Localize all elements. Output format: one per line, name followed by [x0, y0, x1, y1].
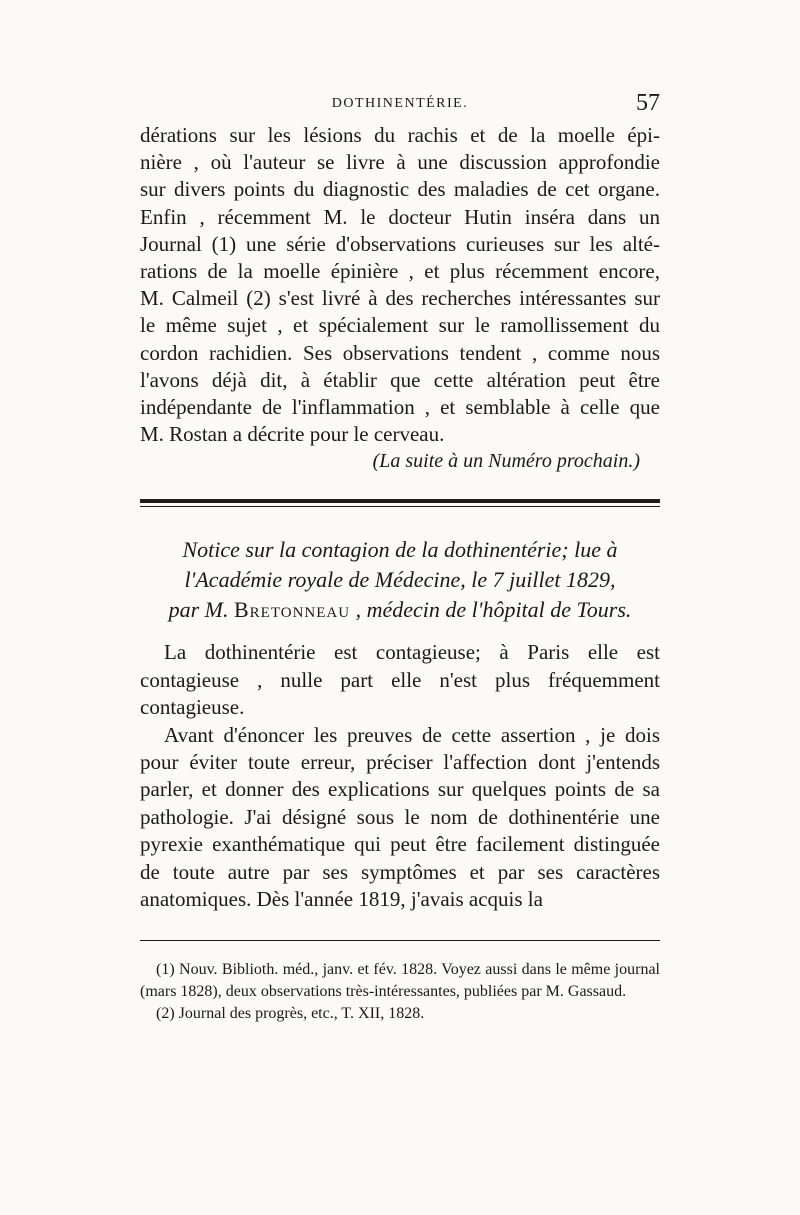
- paragraph: Avant d'énoncer les preuves de cette assertion , je dois pour éviter toute erreur, préciser l'affection dont j'entends parler, et donner des explications sur quelques points de sa pathologie. J'ai désigné sous le nom de dothinentérie une pyrexie exanthématique qui peut être facilement distinguée de toute autre par ses symptômes et par ses caractères anatomiques. Dès l'année 1819, j'avais acquis la: [140, 722, 660, 912]
- text-line: le même sujet , et spécialement sur le ramollissement du: [140, 313, 660, 338]
- text-line: Journal (1) une série d'observations curieuses sur les alté-: [140, 231, 660, 256]
- text-line: nière , où l'auteur se livre à une discussion approfondie: [140, 150, 660, 175]
- notice-body: [140, 639, 660, 913]
- notice-title-prefix: par M.: [168, 597, 229, 623]
- book-page: [140, 92, 660, 1025]
- running-head: [140, 92, 660, 122]
- text-line: M. Calmeil (2) s'est livré à des recherches intéressantes sur: [140, 286, 660, 311]
- divider-thin-line: [140, 506, 660, 507]
- text-line: M. Rostan a décrite pour le cerveau.: [140, 422, 445, 447]
- notice-title-line: Notice sur la contagion de la dothinentérie; lue à: [182, 537, 618, 563]
- footnote-rule: [140, 940, 660, 941]
- continuation-text: [140, 122, 660, 448]
- footnotes: [140, 959, 660, 1025]
- to-be-continued-note: (La suite à un Numéro prochain.): [372, 450, 640, 473]
- notice-title-line: l'Académie royale de Médecine, le 7 juillet 1829,: [184, 567, 616, 593]
- notice-title: [140, 535, 660, 625]
- footnote: (1) Nouv. Biblioth. méd., janv. et fév. 1828. Voyez aussi dans le même journal (mars 1828), deux observations très-intéressantes, publiées par M. Gassaud.: [140, 960, 660, 1000]
- text-line: indépendante de l'inflammation , et semblable à celle que: [140, 395, 660, 420]
- author-name: Bretonneau: [234, 597, 351, 623]
- paragraph: La dothinentérie est contagieuse; à Paris elle est contagieuse , nulle part elle n'est plus fréquemment contagieuse.: [140, 640, 660, 720]
- text-line: Enfin , récemment M. le docteur Hutin inséra dans un: [140, 204, 660, 229]
- notice-title-suffix: , médecin de l'hôpital de Tours.: [355, 597, 632, 623]
- notice-title-line: [140, 595, 660, 625]
- text-line: sur divers points du diagnostic des maladies de cet organe.: [140, 177, 660, 202]
- text-line: cordon rachidien. Ses observations tendent , comme nous: [140, 340, 660, 365]
- divider-thick-line: [140, 499, 660, 503]
- text-line: l'avons déjà dit, à établir que cette altération peut être: [140, 367, 660, 392]
- running-title: DOTHINENTÉRIE.: [331, 96, 469, 111]
- text-line: dérations sur les lésions du rachis et de la moelle épi-: [140, 123, 660, 147]
- section-divider: [140, 499, 660, 507]
- page-number: 57: [636, 90, 660, 116]
- footnote: (2) Journal des progrès, etc., T. XII, 1828.: [156, 1004, 425, 1022]
- text-line: rations de la moelle épinière , et plus récemment encore,: [140, 259, 660, 284]
